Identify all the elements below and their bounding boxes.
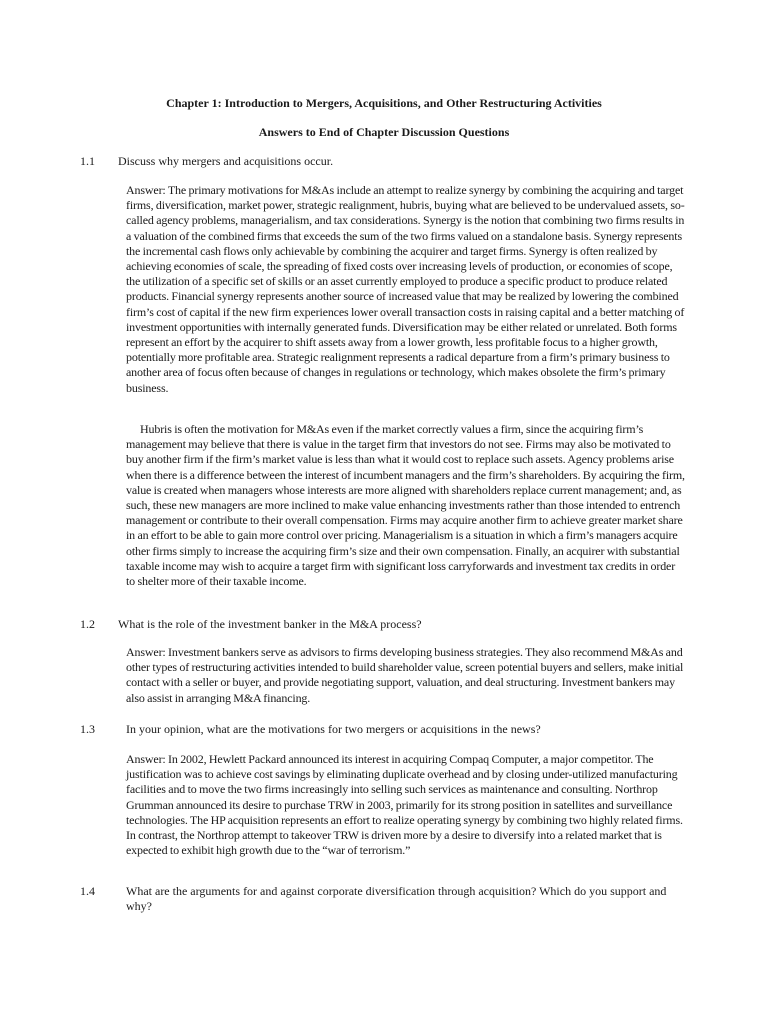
answer-1-3 — [126, 752, 686, 858]
answer-1-1-continued — [126, 422, 686, 589]
question-number: 1.1 — [80, 154, 95, 168]
question-text: In your opinion, what are the motivations for two mergers or acquisitions in the news? — [126, 722, 541, 736]
question-number: 1.4 — [80, 884, 95, 898]
answer-paragraph: Answer: Investment bankers serve as advisors to firms developing business strategies. They also recommend M&As and other types of restructuring activities intended to build shareholder value, screen potential buyers and sellers, make initial contact with a seller or buyer, and provide negotiating support, valuation, and deal structuring. Investment bankers may also assist in arranging M&A financing. — [126, 645, 684, 705]
answer-paragraph: Hubris is often the motivation for M&As even if the market correctly values a firm, since the acquiring firm’s management may believe that there is value in the target firm that investors do not see. Firms may also be motivated to buy another firm if the firm’s market value is less than what it would cost to replace such assets. Agency problems arise when there is a difference between the interest of incumbent managers and the firm’s shareholders. By acquiring the firm, value is created when managers whose interests are more aligned with shareholders replace current management; and, as such, these new managers are more inclined to make value enhancing investments rather than those intended to entrench management or contribute to their overall compensation. Firms may acquire another firm to achieve greater market share in an effort to be able to gain more control over pricing. Managerialism is a situation in which a firm’s managers acquire other firms simply to increase the acquiring firm’s size and their own compensation. Finally, an acquirer with substantial taxable income may wish to acquire a target firm with significant loss carryforwards and investment tax credits in order to shelter more of their taxable income. — [126, 422, 685, 589]
answer-1-2 — [126, 645, 686, 706]
question-number: 1.2 — [80, 617, 95, 631]
question-text: What is the role of the investment banker in the M&A process? — [118, 617, 422, 631]
section-title: Answers to End of Chapter Discussion Questions — [258, 125, 510, 139]
chapter-title: Chapter 1: Introduction to Mergers, Acquisitions, and Other Restructuring Activities — [166, 96, 602, 110]
answer-paragraph: Answer: The primary motivations for M&As include an attempt to realize synergy by combining the acquiring and target firms, diversification, market power, strategic realignment, hubris, buying what are believed to be undervalued assets, so-called agency problems, managerialism, and tax considerations. Synergy is the notion that combining two firms results in a valuation of the combined firms that exceeds the sum of the two firms valued on a standalone basis. Synergy represents the incremental cash flows only achievable by combining the acquirer and target firms. Synergy is often realized by achieving economies of scale, the spreading of fixed costs over increasing levels of production, or economies of scope, the utilization of a specific set of skills or an asset currently employed to produce a specific product to produce related products. Financial synergy represents another source of increased value that may be realized by lowering the combined firm’s cost of capital if the new firm experiences lower overall transaction costs in raising capital and a better matching of investment opportunities with internally generated funds. Diversification may be either related or unrelated. Both forms represent an effort by the acquirer to shift assets away from a lower growth, less profitable focus to a higher growth, potentially more profitable area. Strategic realignment represents a radical departure from a firm’s primary business to another area of focus often because of changes in regulations or technology, which makes obsolete the firm’s primary business. — [126, 183, 685, 395]
answer-1-1 — [126, 183, 686, 396]
answer-paragraph: Answer: In 2002, Hewlett Packard announced its interest in acquiring Compaq Computer, a major competitor. The justification was to achieve cost savings by eliminating duplicate overhead and by closing under-utilized manufacturing facilities and to move the two firms increasingly into selling such services as maintenance and consulting. Northrop Grumman announced its desire to purchase TRW in 2003, primarily for its strong position in satellites and surveillance technologies. The HP acquisition represents an effort to realize operating synergy by combining two highly related firms. In contrast, the Northrop attempt to takeover TRW is driven more by a desire to diversify into a related market that is expected to exhibit high growth due to the “war of terrorism.” — [126, 752, 683, 858]
question-number: 1.3 — [80, 722, 95, 736]
question-text: Discuss why mergers and acquisitions occur. — [118, 154, 334, 168]
question-text: What are the arguments for and against corporate diversification through acquisition? Which do you support and why? — [126, 884, 667, 914]
